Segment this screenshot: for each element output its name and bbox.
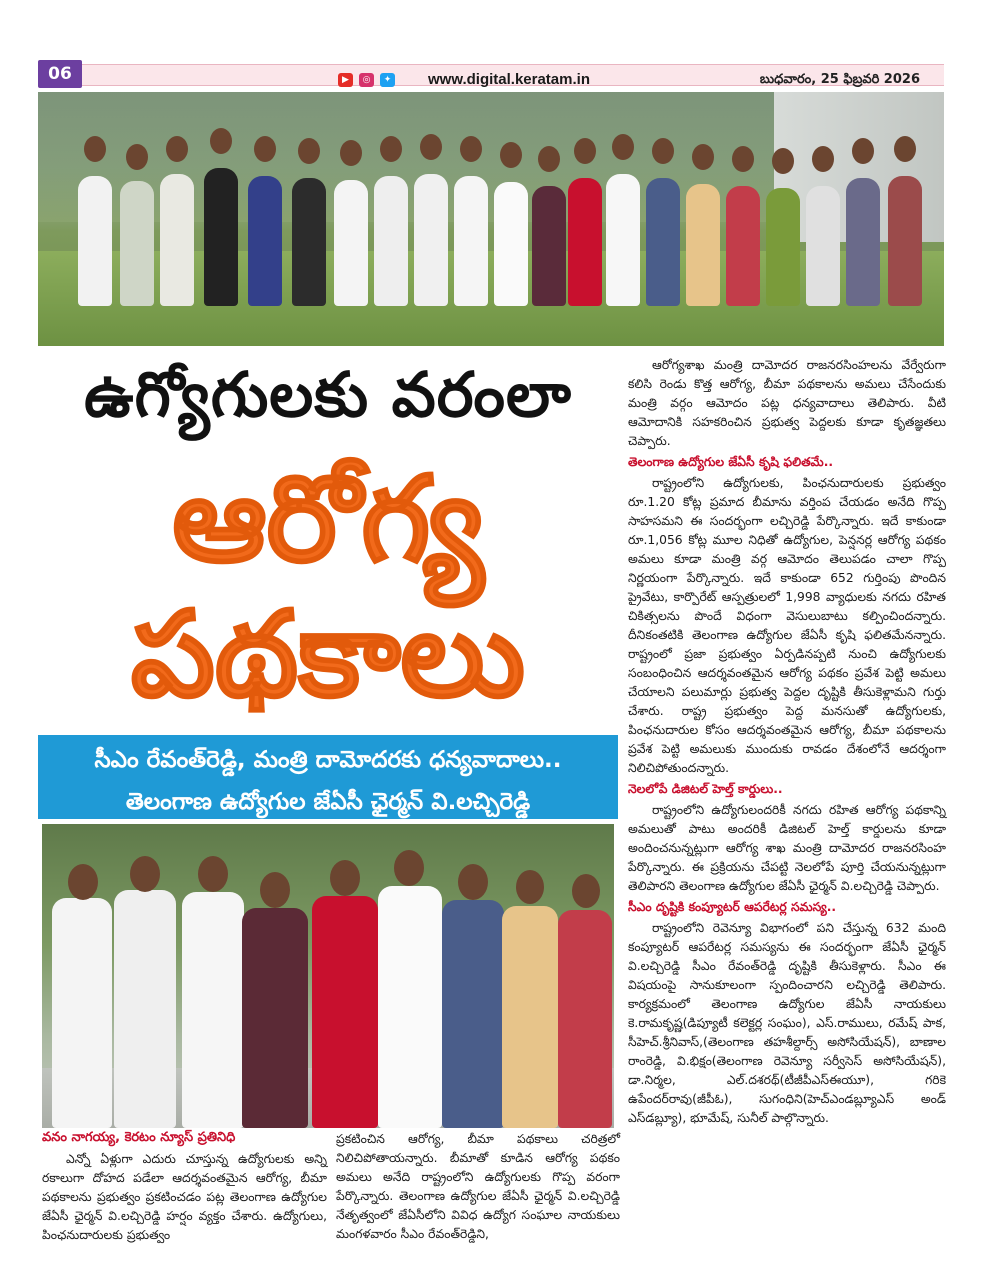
section-subheading: తెలంగాణ ఉద్యోగుల జేఏసీ కృషి ఫలితమే.. bbox=[628, 455, 834, 469]
article-paragraph: ప్రకటించిన ఆరోగ్య, బీమా పథకాలు చరిత్రలో నిలిచిపోతాయన్నారు. బీమాతో కూడిన ఆరోగ్య పథకం అమలు అనేది రాష్ట్రంలోని ఉద్యోగులకు గొప్ప వరంగా పేర్కొన్నారు. తెలంగాణ ఉద్యోగుల జేఏసీ ఛైర్మన్ వి.లచ్చిరెడ్డి నేతృత్వంలో జేఏసీలోని వివిధ ఉద్యోగ సంఘాల నాయకులు మంగళవారం సీఎం రేవంత్‌రెడ్డిని, bbox=[336, 1132, 620, 1241]
headline-line-3: పథకాలు bbox=[130, 585, 525, 723]
page-header bbox=[38, 60, 944, 90]
group-photo-bottom bbox=[42, 824, 614, 1128]
section-subheading: నెలలోపే డిజిటల్ హెల్త్ కార్డులు.. bbox=[628, 782, 783, 796]
group-photo-top bbox=[38, 92, 944, 346]
article-paragraph: రాష్ట్రంలోని ఉద్యోగులందరికీ నగదు రహిత ఆరోగ్య పథకాన్ని అమలుతో పాటు అందరికీ డిజిటల్ హెల్త్ కార్డులను కూడా అందించనున్నట్లుగా ఆరోగ్య శాఖ మంత్రి దామోదర రాజనరసింహ పేర్కొన్నారు. ఈ ప్రక్రియను చేపట్టి నెలలోపే పూర్తి చేయనున్నట్లుగా తెలిపారని తెలంగాణ ఉద్యోగుల జేఏసీ ఛైర్మన్ వి.లచ్చిరెడ్డి చెప్పారు. bbox=[628, 803, 946, 893]
subheadline-box bbox=[38, 735, 618, 819]
subheadline-line-2: తెలంగాణ ఉద్యోగుల జేఏసీ ఛైర్మన్ వి.లచ్చిరెడ్డి bbox=[125, 789, 531, 815]
twitter-icon[interactable]: ✦ bbox=[380, 73, 395, 87]
headline-line-2: ఆరోగ్య bbox=[172, 450, 484, 588]
article-column-bottom-left bbox=[42, 1150, 327, 1245]
page-number: 06 bbox=[38, 60, 82, 88]
article-paragraph: ఎన్నో ఏళ్లుగా ఎదురు చూస్తున్న ఉద్యోగులకు అన్ని రకాలుగా దోహద పడేలా ఆదర్శవంతమైన ఆరోగ్య, బీమా పథకాలను ప్రభుత్వం ప్రకటించడం పట్ల తెలంగాణ ఉద్యోగుల జేఏసీ ఛైర్మన్ వి.లచ్చిరెడ్డి హర్షం వ్యక్తం చేశారు. ఉద్యోగులు, పింఛనుదారులకు ప్రభుత్వం bbox=[42, 1152, 327, 1242]
byline: వనం నాగయ్య, కెరటం న్యూస్ ప్రతినిధి bbox=[42, 1130, 236, 1145]
article-paragraph: రాష్ట్రంలోని రెవెన్యూ విభాగంలో పని చేస్తున్న 632 మంది కంప్యూటర్ ఆపరేటర్ల సమస్యను ఈ సందర్భంగా జేఏసీ ఛైర్మన్ వి.లచ్చిరెడ్డి సీఎం రేవంత్‌రెడ్డి దృష్టికి తీసుకెళ్లారు. సీఎం ఈ విషయంపై సానుకూలంగా స్పందించారని లచ్చిరెడ్డి తెలిపారు. కార్యక్రమంలో తెలంగాణ ఉద్యోగుల జేఏసీ నాయకులు కె.రామకృష్ణ(డిప్యూటీ కలెక్టర్ల సంఘం), ఎస్.రాములు, రమేష్ పాక, సీహెచ్.శ్రీనివాస్,(తెలంగాణ తహశీల్దార్స్ అసోసియేషన్), బాణాల రాంరెడ్డి, వి.భిక్షం(తెలంగాణ రెవెన్యూ సర్వీసెస్ అసోసియేషన్), డా.నిర్మల, ఎల్.దశరథ్(టీజీపీఎస్ఈయూ), గరికె ఉపేందర్‌రావు(జీపీఓ), సుగంధిని(హెచ్ఎండబ్ల్యూఎస్ అండ్ ఎస్‌డబ్ల్యూ), భూమేష్, సునీల్ పాల్గొన్నారు. bbox=[628, 921, 946, 1125]
header-strip bbox=[82, 64, 944, 86]
instagram-icon[interactable]: ◎ bbox=[359, 73, 374, 87]
article-paragraph: ఆరోగ్యశాఖ మంత్రి దామోదర రాజనరసింహలను వేర్వేరుగా కలిసి రెండు కొత్త ఆరోగ్య, బీమా పథకాలను అమలు చేసేందుకు మంత్రి వర్గం ఆమోదం పట్ల ధన్యవాదాలు తెలిపారు. వీటి ఆమోదానికి సహకరించిన ప్రభుత్వ పెద్దలకు కూడా కృతజ్ఞతలు చెప్పారు. bbox=[628, 358, 946, 448]
issue-date: బుధవారం, 25 ఫిబ్రవరి 2026 bbox=[759, 72, 920, 87]
headline-line-1: ఉగ్యోగులకు వరంలా bbox=[84, 358, 572, 431]
section-subheading: సీఎం దృష్టికి కంప్యూటర్ ఆపరేటర్ల సమస్య.. bbox=[628, 900, 837, 914]
website-link[interactable]: www.digital.keratam.in bbox=[428, 71, 590, 88]
subheadline-line-1: సీఎం రేవంత్‌రెడ్డి, మంత్రి దామోదరకు ధన్యవాదాలు.. bbox=[94, 747, 562, 773]
youtube-icon[interactable]: ▶ bbox=[338, 73, 353, 87]
social-icons bbox=[338, 73, 395, 87]
article-column-bottom-mid bbox=[336, 1130, 620, 1244]
article-column-right bbox=[628, 356, 946, 1128]
article-paragraph: రాష్ట్రంలోని ఉద్యోగులకు, పింఛనుదారులకు ప్రభుత్వం రూ.1.20 కోట్ల ప్రమాద బీమాను వర్తింప చేయడం అనేది గొప్ప సాహసమని ఈ సందర్భంగా లచ్చిరెడ్డి పేర్కొన్నారు. ఇదే కాకుండా రూ.1,056 కోట్ల మూల నిధితో ఉద్యోగుల, పెన్షనర్ల ఆరోగ్య పథకం అమలు కూడా మంత్రి వర్గ ఆమోదం తెలుపడం చాలా గొప్ప నిర్ణయంగా పేర్కొన్నారు. ఇదే కాకుండా 652 గుర్తింపు పొందిన ప్రైవేటు, కార్పొరేట్ ఆస్పత్రులలో 1,998 వ్యాధులకు నగదు రహిత చికిత్సలను పొందే విధంగా వెసులుబాటు కల్పించిందన్నారు. దీనికంతటికి తెలంగాణ ఉద్యోగుల జేఏసీ కృషి ఫలితమేనన్నారు. రాష్ట్రంలో ప్రజా ప్రభుత్వం ఏర్పడినప్పటి నుంచి ఉద్యోగులకు సంబంధించిన ఆదర్శవంతమైన ఆరోగ్య పథకం ప్రవేశ పెట్టి అమలు చేయాలని పలుమార్లు ప్రభుత్వ పెద్దల దృష్టికి తీసుకెళ్లామని గుర్తు చేశారు. రాష్ట్ర ప్రభుత్వం పెద్ద మనసుతో ఉద్యోగులకు, పింఛనుదారుల కోసం ఆదర్శవంతమైన ఆరోగ్య, బీమా పథకాలను ప్రవేశ పెట్టి అమలుకు ముందుకు రావడం దేశంలోనే ఆదర్శంగా నిలిచిపోతుందన్నారు. bbox=[628, 476, 946, 775]
